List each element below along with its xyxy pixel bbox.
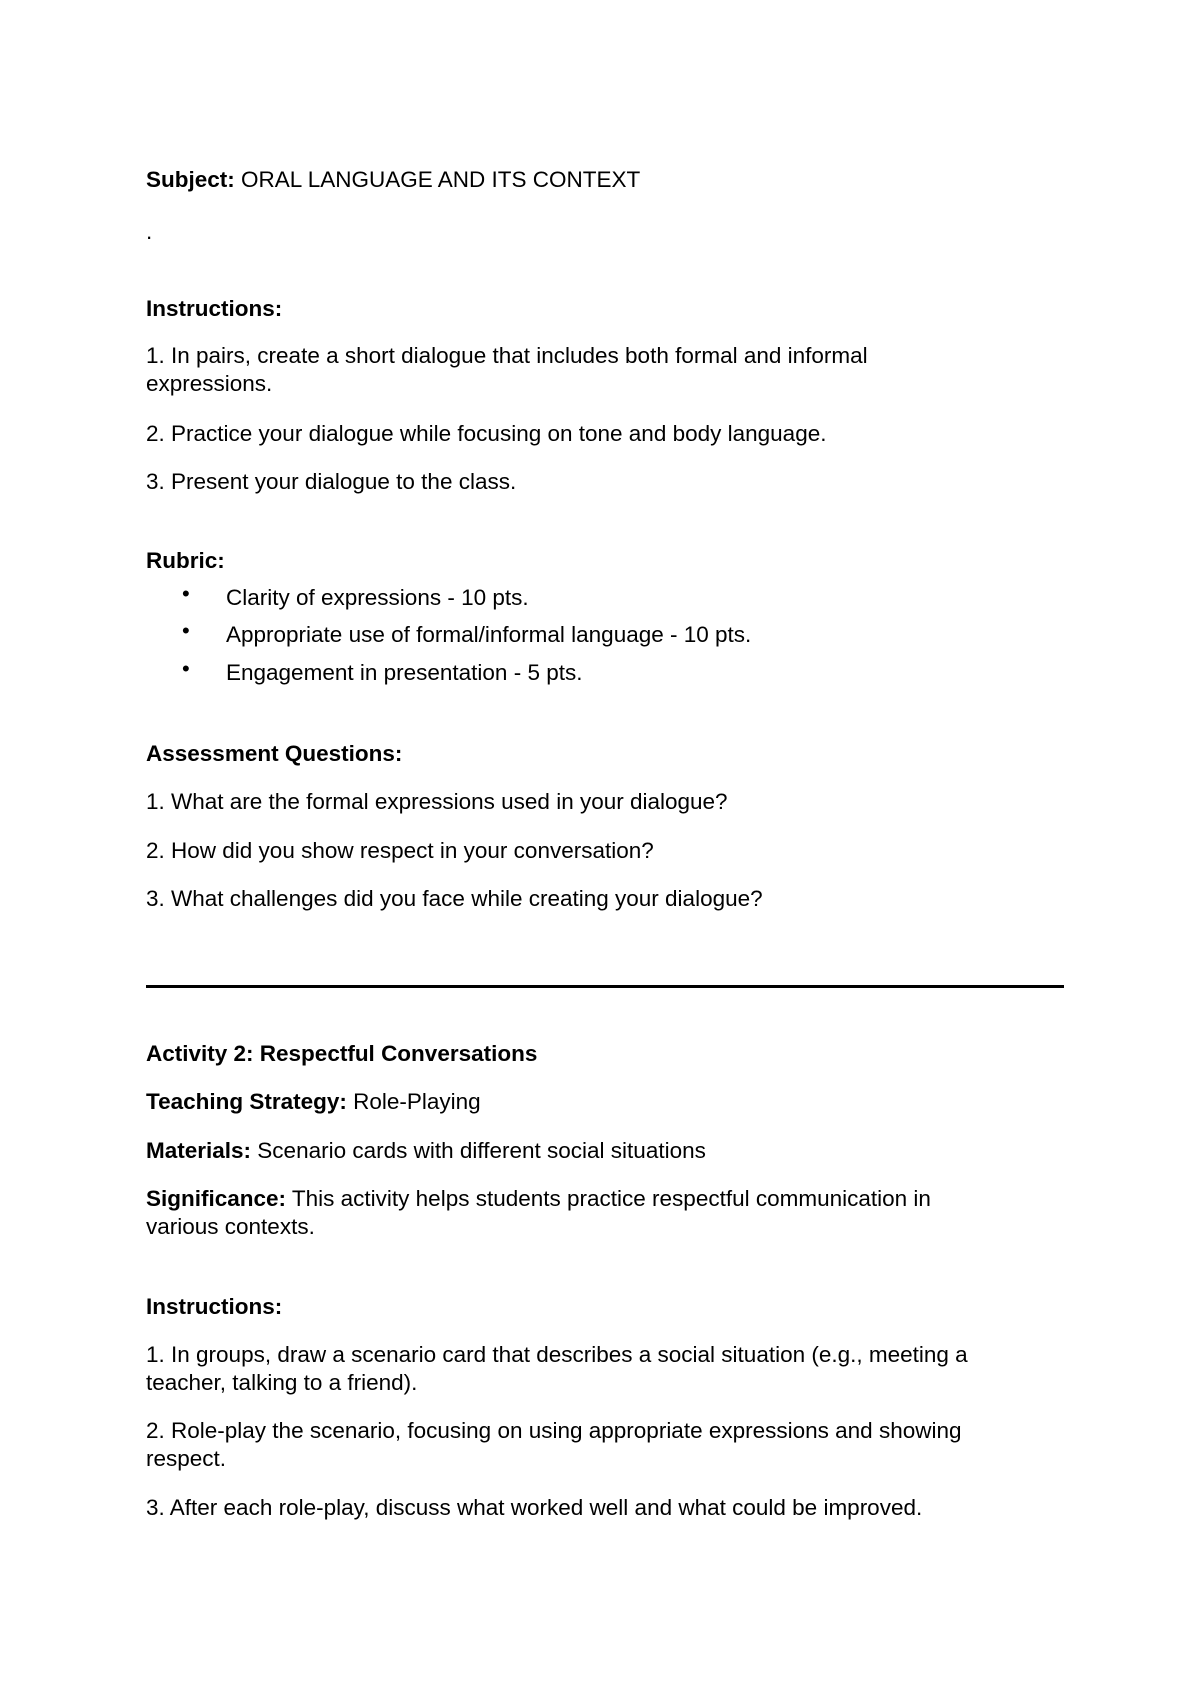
assessment-question-1: 1. What are the formal expressions used in your dialogue? [146, 789, 728, 814]
section-divider [146, 985, 1064, 988]
rubric-item-3: Engagement in presentation - 5 pts. [226, 660, 583, 685]
stray-dot: . [146, 219, 153, 244]
materials-value: Scenario cards with different social situations [251, 1138, 706, 1163]
assessment-heading: Assessment Questions: [146, 741, 403, 766]
subject-line [146, 166, 640, 194]
materials-line [146, 1137, 706, 1165]
significance-paragraph [146, 1185, 1006, 1241]
rubric-heading: Rubric: [146, 548, 225, 573]
teaching-strategy-label: Teaching Strategy: [146, 1089, 347, 1114]
significance-label: Significance: [146, 1186, 287, 1211]
instruction-item-3: 3. Present your dialogue to the class. [146, 469, 517, 494]
assessment-question-3: 3. What challenges did you face while creating your dialogue? [146, 886, 763, 911]
assessment-question-2: 2. How did you show respect in your conversation? [146, 838, 654, 863]
teaching-strategy-line [146, 1088, 481, 1116]
activity-2-instructions-heading: Instructions: [146, 1294, 283, 1319]
bullet-icon: • [182, 581, 190, 606]
rubric-item-1: Clarity of expressions - 10 pts. [226, 585, 529, 610]
subject-label: Subject: [146, 167, 235, 192]
activity-2-instruction-1: 1. In groups, draw a scenario card that describes a social situation (e.g., meeting a teacher, talking to a friend). [146, 1342, 968, 1395]
significance-value: This activity helps students practice respectful communication in various contexts. [146, 1186, 931, 1239]
activity-2-instruction-2: 2. Role-play the scenario, focusing on using appropriate expressions and showing respect. [146, 1418, 962, 1471]
rubric-item-2: Appropriate use of formal/informal language - 10 pts. [226, 622, 752, 647]
bullet-icon: • [182, 656, 190, 681]
teaching-strategy-value: Role-Playing [346, 1089, 481, 1114]
instruction-item-1: 1. In pairs, create a short dialogue that includes both formal and informal expressions. [146, 343, 868, 396]
activity-2-instruction-3: 3. After each role-play, discuss what worked well and what could be improved. [146, 1495, 923, 1520]
subject-value: ORAL LANGUAGE AND ITS CONTEXT [234, 167, 641, 192]
instruction-item-2: 2. Practice your dialogue while focusing on tone and body language. [146, 421, 827, 446]
activity-2-title: Activity 2: Respectful Conversations [146, 1041, 538, 1066]
instructions-heading: Instructions: [146, 296, 283, 321]
materials-label: Materials: [146, 1138, 252, 1163]
bullet-icon: • [182, 618, 190, 643]
